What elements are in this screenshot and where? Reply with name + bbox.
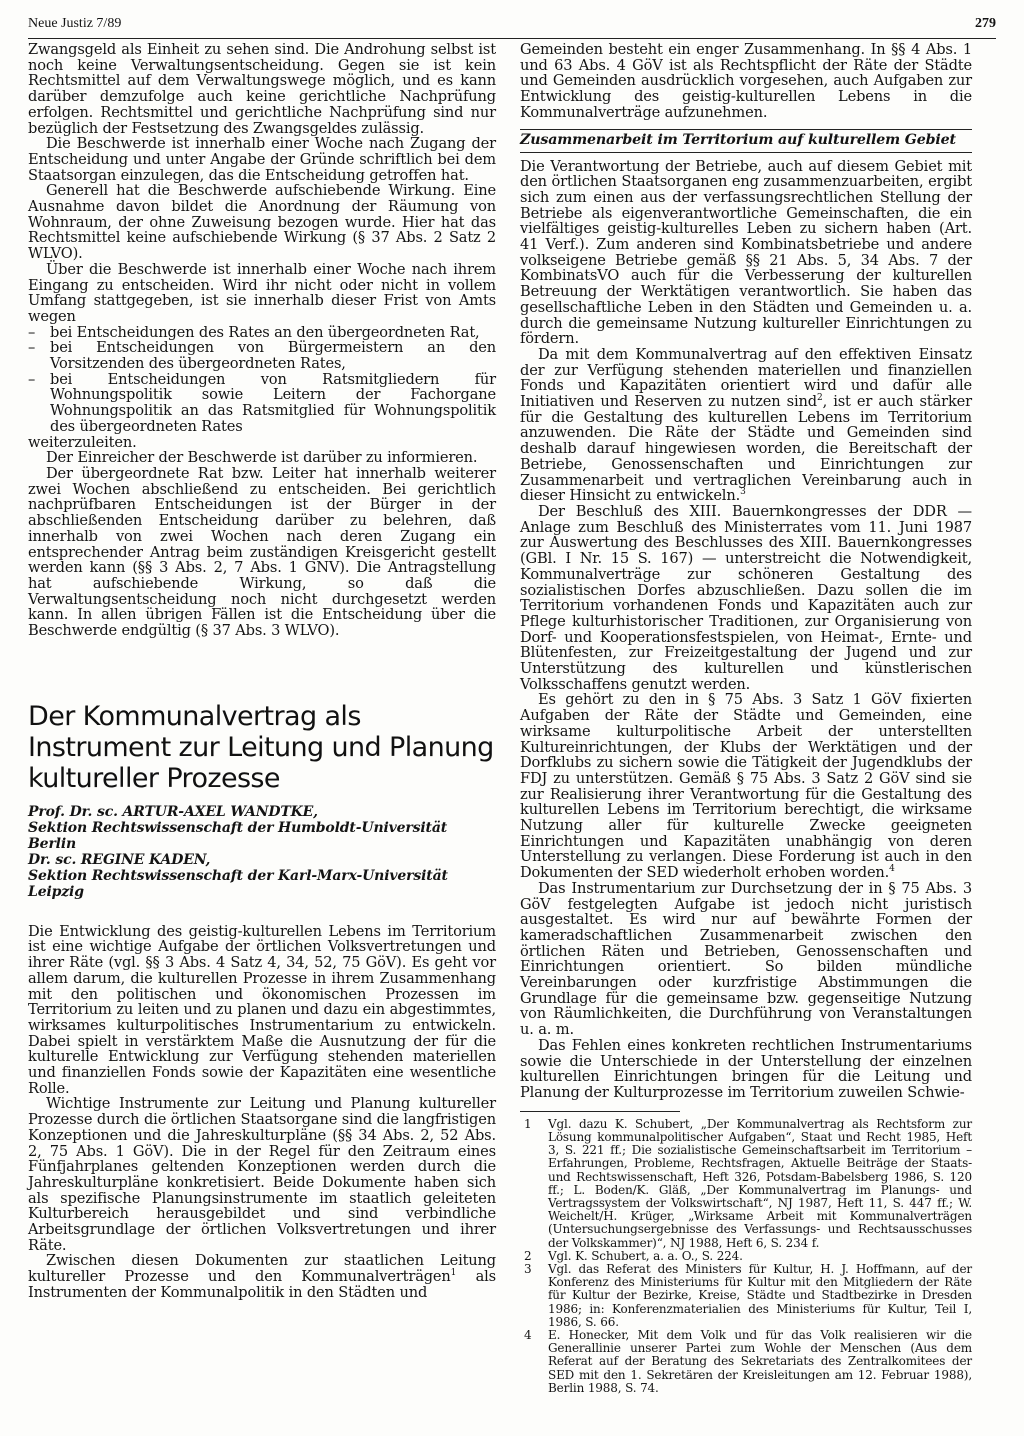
author-name: Dr. sc. REGINE KADEN, <box>28 851 211 868</box>
dash-text: bei Entscheidungen von Ratsmitgliedern für Wohnungspolitik sowie Leitern der Fachorgane Wohnungspolitik an das Ratsmitglied für Wohnungspolitik des übergeordneten Rates <box>50 370 496 435</box>
page-number: 279 <box>975 16 996 31</box>
dash-mark: – <box>28 339 36 357</box>
body-paragraph: Der Einreicher der Beschwerde ist darüber zu informieren. <box>46 449 478 467</box>
footnote-text: Vgl. dazu K. Schubert, „Der Kommunalvertrag als Rechtsform zur Lösung kommunalpolitischer Aufgaben“, Staat und Recht 1985, Heft 3, S. 221 ff.; Die sozialistische Gemeinschaftsarbeit im Territorium – Erfahrungen, Probleme, Rechtsfragen, Aktuelle Beiträge der Staats- und Rechtswissenschaft, Heft 326, Potsdam-Babelsberg 1986, S. 120 ff.; L. Boden/K. Gläß, „Der Kommunalvertrag im Planungs- und Vertragssystem der Volkswirtschaft“, NJ 1987, Heft 11, S. 447 ff.; W. Weichelt/H. Krüger, „Wirksame Arbeit mit Kommunalverträgen (Untersuchungsergebnisse des Verfassungs- und Rechtsausschusses der Volkskammer)“, NJ 1988, Heft 6, S. 234 f. <box>548 1116 972 1250</box>
text-run: , ist er auch stärker für die Gestaltung des kulturellen Lebens im Territorium anzuwenden. Die Räte der Städte und Gemeinden sind deshalb darauf hingewiesen worden, die Bereitschaft der Betriebe, Genossenschaften und Einrichtungen zur Zusammenarbeit und vertraglichen Vereinbarung auch in dieser Hinsicht zu entwickeln. <box>520 393 972 505</box>
dash-mark: – <box>28 323 36 341</box>
footnote-text: Vgl. K. Schubert, a. a. O., S. 224. <box>548 1248 743 1263</box>
body-paragraph: Wichtige Instrumente zur Leitung und Planung kultureller Prozesse durch die örtlichen Staatsorgane sind die langfristigen Konzeptionen und die Jahreskulturpläne (§§ 34 Abs. 2, 52 Abs. 2, 75 Abs. 1 GöV). Die in der Regel für den Zeitraum eines Fünfjahrplanes geltenden Konzeptionen werden durch die Jahreskulturpläne konkretisiert. Beide Dokumente haben sich als spezifische Planungsinstrumente im staatlich geleiteten Kulturbereich herausgebildet und sind verbindliche Arbeitsgrundlage der örtlichen Volksvertretungen und ihrer Räte. <box>28 1095 496 1254</box>
footnote-ref: 2 <box>816 393 823 404</box>
right-column <box>520 42 972 1395</box>
dash-text: bei Entscheidungen von Bürgermeistern an den Vorsitzenden des übergeordneten Rates, <box>50 339 496 373</box>
body-paragraph: Generell hat die Beschwerde aufschiebende Wirkung. Eine Ausnahme davon bildet die Anordnung der Räumung von Wohnraum, der ohne Zuweisung bezogen wurde. Hier hat das Rechtsmittel keine aufschiebende Wirkung (§ 37 Abs. 2 Satz 2 WLVO). <box>28 182 496 263</box>
dash-mark: – <box>28 370 36 388</box>
journal-issue: Neue Justiz 7/89 <box>28 16 122 31</box>
body-paragraph <box>520 347 972 504</box>
dash-text: bei Entscheidungen des Rates an den übergeordneten Rat, <box>50 323 480 341</box>
body-paragraph: Der übergeordnete Rat bzw. Leiter hat innerhalb weiterer zwei Wochen abschließend zu entscheiden. Bei gerichtlich nachprüfbaren Entscheidungen ist der Bürger in der abschließenden Entscheidung darüber zu belehren, daß innerhalb von zwei Wochen nach deren Zugang ein entsprechender Antrag beim zuständigen Kreisgericht gestellt werden kann (§§ 3 Abs. 2, 7 Abs. 1 GNV). Die Antragstellung hat aufschiebende Wirkung, so daß die Verwaltungsentscheidung noch nicht durchgesetzt werden kann. In allen übrigen Fällen ist die Entscheidung über die Beschwerde endgültig (§ 37 Abs. 3 WLVO). <box>28 464 496 640</box>
section-heading: Zusammenarbeit im Territorium auf kulturellem Gebiet <box>520 130 972 153</box>
body-paragraph: Der Beschluß des XIII. Bauernkongresses der DDR — Anlage zum Beschluß des Ministerrates vom 11. Juni 1987 zur Auswertung des Beschlusses des XIII. Bauernkongresses (GBl. I Nr. 15 S. 167) — unterstreicht die Notwendigkeit, Kommunalverträge zur schöneren Gestaltung des sozialistischen Dorfes abzuschließen. Dazu sollen die im Territorium vorhandenen Fonds und Kapazitäten auch zur Pflege kulturhistorischer Traditionen, zur Organisierung von Dorf- und Kooperationsfestspielen, von Heimat-, Ernte- und Blütenfesten, zur Freizeitgestaltung der Jugend und zur Unterstützung des kulturellen und künstlerischen Volksschaffens genutzt werden. <box>520 502 972 693</box>
body-paragraph: weiterzuleiten. <box>28 433 137 451</box>
footnote-number: 3 <box>524 1261 532 1276</box>
body-paragraph: Gemeinden besteht ein enger Zusammenhang. In §§ 4 Abs. 1 und 63 Abs. 4 GöV ist als Rechtspflicht der Räte der Städte und Gemeinden ausdrücklich vorgesehen, auch Aufgaben zur Entwicklung des geistig-kulturellen Lebens in die Kommunalverträge aufzunehmen. <box>520 41 972 121</box>
author-affiliation: Sektion Rechtswissenschaft der Karl-Marx-Universität Leipzig <box>28 867 448 900</box>
author-name: Prof. Dr. sc. ARTUR-AXEL WANDTKE, <box>28 803 318 820</box>
text-run: Da mit dem Kommunalvertrag auf den effektiven Einsatz der zur Verfügung stehenden materiellen und finanziellen Fonds und Kapazitäten orientiert wird und dafür alle Initiativen und Reserven zu nutzen sind <box>520 345 972 411</box>
dash-list-item <box>28 372 496 435</box>
footnote-text: Vgl. das Referat des Ministers für Kultur, H. J. Hoffmann, auf der Konferenz des Ministeriums für Kultur mit den Mitgliedern der Räte für Kultur der Bezirke, Kreise, Städte und Stadtbezirke in Dresden 1986; in: Konferenzmaterialien des Ministeriums für Kultur, Teil I, 1986, S. 66. <box>548 1261 972 1329</box>
left-column <box>28 42 496 1301</box>
footnote-number: 1 <box>524 1116 532 1131</box>
footnote <box>520 1329 972 1395</box>
footnote <box>520 1250 972 1263</box>
footnote-ref: 3 <box>740 487 746 498</box>
body-paragraph: Die Entwicklung des geistig-kulturellen Lebens im Territorium ist eine wichtige Aufgabe der örtlichen Volksvertretungen und ihrer Räte (vgl. §§ 3 Abs. 4 Satz 4, 34, 52, 75 GöV). Es geht vor allem darum, die kulturellen Prozesse in ihrem Zusammenhang mit den politischen und ökonomischen Prozessen im Territorium zu leiten und zu planen und dazu ein abgestimmtes, wirksames kulturpolitisches Instrumentarium zu entwickeln. Dabei spielt in verstärktem Maße die Ausnutzung der für die kulturelle Entwicklung zur Verfügung stehenden materiellen und finanziellen Fonds sowie der Kapazitäten eine wesentliche Rolle. <box>28 922 496 1097</box>
body-paragraph: Zwangsgeld als Einheit zu sehen sind. Die Androhung selbst ist noch keine Verwaltungsentscheidung. Gegen sie ist kein Rechtsmittel auf dem Verwaltungswege möglich, und es kann darüber demzufolge auch keine gerichtliche Nachprüfung erfolgen. Rechtsmittel und gerichtliche Nachprüfung sind nur bezüglich der Festsetzung des Zwangsgeldes zulässig. <box>28 41 496 137</box>
text-run: als Instrumenten der Kommunalpolitik in den Städten und <box>28 1268 496 1301</box>
body-paragraph: Das Instrumentarium zur Durchsetzung der in § 75 Abs. 3 GöV festgelegten Aufgabe ist jedoch nicht juristisch ausgestaltet. Es wird nur auf bewährte Formen der kameradschaftlichen Zusammenarbeit zwischen den örtlichen Räten und Betrieben, Genossenschaften und Einrichtungen orientiert. So bilden mündliche Vereinbarungen oder kurzfristige Abstimmungen die Grundlage für die gemeinsame bzw. gegenseitige Nutzung von Räumlichkeiten, die Durchführung von Veranstaltungen u. a. m. <box>520 879 972 1039</box>
footnote-rule <box>520 1111 680 1112</box>
footnote <box>520 1263 972 1329</box>
footnote-text: E. Honecker, Mit dem Volk und für das Volk realisieren wir die Generallinie unserer Partei zum Wohle der Menschen (Aus dem Referat auf der Beratung des Sekretariats des Zentralkomitees der SED mit den 1. Sekretären der Kreisleitungen am 12. Februar 1988), Berlin 1988, S. 74. <box>548 1327 972 1395</box>
footnote-number: 2 <box>524 1248 532 1263</box>
footnote <box>520 1118 972 1250</box>
body-paragraph: Die Verantwortung der Betriebe, auch auf diesem Gebiet mit den örtlichen Staatsorganen eng zusammenzuarbeiten, ergibt sich zum einen aus der verfassungsrechtlichen Stellung der Betriebe als eigenverantwortliche Gemeinschaften, die ein vielfältiges geistig-kulturelles Leben zu sichern haben (Art. 41 Verf.). Zum anderen sind Kombinatsbetriebe und andere volkseigene Betriebe gemäß §§ 21 Abs. 5, 34 Abs. 7 der KombinatsVO auch für die Verbesserung der kulturellen Betreuung der Werktätigen verantwortlich. Sie haben das gesellschaftliche Leben in den Städten und Gemeinden u. a. durch die gemeinsame Nutzung kultureller Einrichtungen zu fördern. <box>520 157 972 348</box>
body-paragraph <box>28 1253 496 1300</box>
body-paragraph <box>520 692 972 880</box>
author-affiliation: Sektion Rechtswissenschaft der Humboldt-Universität Berlin <box>28 819 448 852</box>
body-paragraph: Das Fehlen eines konkreten rechtlichen Instrumentariums sowie die Unterschiede in der Unterstellung der einzelnen kulturellen Einrichtungen bringen für die Leitung und Planung der Kulturprozesse im Territorium zuweilen Schwie- <box>520 1036 972 1101</box>
dash-list-item <box>28 325 496 341</box>
body-paragraph: Die Beschwerde ist innerhalb einer Woche nach Zugang der Entscheidung und unter Angabe der Gründe schriftlich bei dem Staatsorgan einzulegen, das die Entscheidung getroffen hat. <box>28 135 496 184</box>
text-run: Es gehört zu den in § 75 Abs. 3 Satz 1 GöV fixierten Aufgaben der Räte der Städte und Gemeinden, eine wirksame kulturpolitische Arbeit der unterstellten Kultureinrichtungen, der Klubs der Werktätigen und der Dorfklubs zu sichern sowie die Tätigkeit der Jugendklubs der FDJ zu unterstützen. Gemäß § 75 Abs. 3 Satz 2 GöV sind sie zur Realisierung ihrer Verantwortung für die Gestaltung des kulturellen Lebens im Territorium berechtigt, die wirksame Nutzung aller für kulturelle Zwecke geeigneten Einrichtungen und Kapazitäten unabhängig von deren Unterstellung zu verlangen. Diese Forderung ist auch in den Dokumenten der SED wiederholt erhoben worden. <box>520 691 972 882</box>
dash-list-item <box>28 340 496 371</box>
footnote-ref: 1 <box>450 1268 457 1279</box>
footnote-ref: 4 <box>889 864 895 875</box>
page-header <box>28 10 996 39</box>
body-paragraph: Über die Beschwerde ist innerhalb einer Woche nach ihrem Eingang zu entscheiden. Wird ihr nicht oder nicht in vollem Umfang stattgegeben, ist sie innerhalb dieser Frist von Amts wegen <box>28 260 496 325</box>
article-authors <box>28 804 496 900</box>
footnote-number: 4 <box>524 1327 532 1342</box>
article-title: Der Kommunalvertrag als Instrument zur Leitung und Planung kultureller Prozesse <box>28 700 494 794</box>
text-run: Zwischen diesen Dokumenten zur staatlichen Leitung kultureller Prozesse und den Kommunalverträgen <box>28 1252 496 1286</box>
